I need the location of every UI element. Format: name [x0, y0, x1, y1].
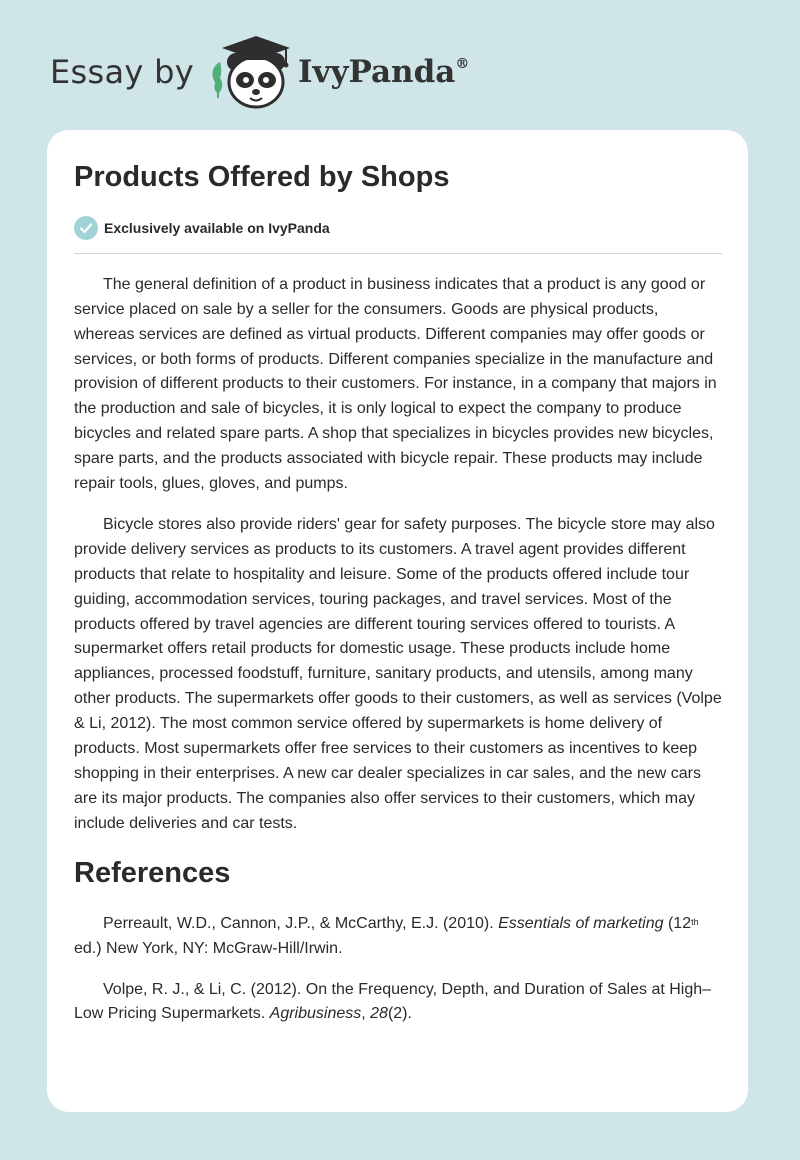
divider: [74, 253, 722, 254]
body-paragraph: Bicycle stores also provide riders' gear for safety purposes. The bicycle store may also provide delivery services as products to its customers. A travel agent provides different products that relate to hospitality and leisure. Some of the products offered include tour guiding, accommodation services, touring packages, and travel services. Most of the products offered by travel agencies are different touring services offered to tourists. A supermarket offers retail products for domestic usage. These products include home appliances, processed foodstuff, furniture, sanitary products, and utensils, among many other products. The supermarkets offer goods to their customers, as well as services (Volpe & Li, 2012). The most common service offered by supermarkets is home delivery of products. Most supermarkets offer free services to their customers as incentives to keep shopping in their enterprises. A new car dealer specializes in car sales, and the new cars are its major products. The companies also offer services to their customers, which may include deliveries and car tests.: [74, 515, 722, 832]
check-circle-icon: [74, 216, 98, 240]
exclusive-badge: [74, 216, 722, 240]
reference-item: Perreault, W.D., Cannon, J.P., & McCarthy, E.J. (2010). Essentials of marketing (12th ed.) New York, NY: McGraw-Hill/Irwin.: [74, 914, 699, 957]
article-title: Products Offered by Shops: [74, 161, 450, 193]
panda-with-graduation-cap-icon[interactable]: [206, 32, 296, 112]
essay-by-label: Essay by: [50, 53, 194, 91]
registered-mark: ®: [455, 56, 470, 72]
body-paragraph: The general definition of a product in business indicates that a product is any good or service placed on sale by a seller for the consumers. Goods are physical products, whereas services are defined as virtual products. Different companies may offer goods or services, or both forms of products. Different companies specialize in the manufacture and provision of different products to their customers. For instance, in a company that majors in the production and sale of bicycles, it is only logical to expect the company to produce bicycles and related spare parts. A shop that specializes in bicycles provides new bicycles, spare parts, and the products associated with bicycle repair. These products may include repair tools, glues, gloves, and pumps.: [74, 275, 717, 493]
brand-name[interactable]: IvyPanda®: [297, 54, 470, 90]
reference-book-title: Essentials of marketing: [498, 914, 664, 932]
exclusive-badge-text: Exclusively available on IvyPanda: [104, 219, 330, 236]
reference-item: Volpe, R. J., & Li, C. (2012). On the Frequency, Depth, and Duration of Sales at High–Low Pricing Supermarkets. Agribusiness, 28(2).: [74, 980, 712, 1023]
references-list: [74, 912, 722, 1028]
reference-volume: 28: [370, 1005, 388, 1023]
site-header: [50, 32, 469, 112]
references-heading: References: [74, 856, 231, 889]
reference-journal: Agribusiness: [269, 1005, 362, 1023]
article-body: [74, 273, 722, 837]
article-card: [47, 130, 748, 1112]
